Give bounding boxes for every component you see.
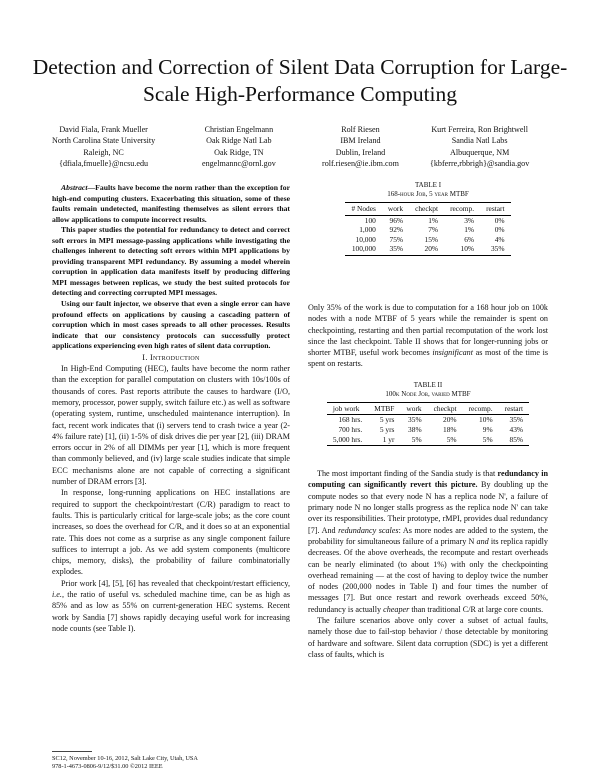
- author-block: [52, 124, 552, 174]
- table2-header-row: job work MTBF work checkpt recomp. restart: [327, 402, 529, 415]
- right-paragraph-3: The failure scenarios above only cover a subset of actual faults, namely those due to fail-stop behavior / those detectable by monitoring of hardware and software. Silent data corruption (SDC) is yet a different class of faults, which is: [308, 615, 548, 659]
- intro-paragraph-3: Prior work [4], [5], [6] has revealed that checkpoint/restart efficiency, i.e., the ratio of useful vs. scheduled machine time, can be as high as 85% and as low as 55% on current-generation HEC systems. Recent work by Sandia [7] shows rapidly decaying useful work for increasing node counts (see Table I).: [52, 578, 290, 633]
- abstract-label: Abstract: [61, 183, 88, 192]
- table-row: 168 hrs. 5 yrs 35% 20% 10% 35%: [338, 415, 524, 425]
- table1: [345, 202, 510, 256]
- table2-caption-number: TABLE II: [413, 380, 443, 389]
- table2: [327, 402, 529, 446]
- table-row: 5,000 hrs. 1 yr 5% 5% 5% 85%: [327, 435, 529, 446]
- table1-header-row: # Nodes work checkpt recomp. restart: [345, 203, 510, 216]
- author-4: Kurt Ferreira, Ron Brightwell Sandia Natl Labs Albuquerque, NM {kbferre,rbbrigh}@sandia.gov: [430, 125, 530, 169]
- right-paragraph-1: Only 35% of the work is due to computation for a 168 hour job on 100k nodes with a node MTBF of 5 years while the remainder is spent on checkpointing, restarting and then partial recomputation of the work lost since the last checkpoint. Table II shows that for longer-running jobs or shorter MTBF, useful work becomes insignificant as most of the time is spent on restarts.: [308, 302, 548, 369]
- author-2: Christian Engelmann Oak Ridge Natl Lab Oak Ridge, TN engelmannc@ornl.gov: [202, 125, 276, 169]
- table-row: 700 hrs. 5 yrs 38% 18% 9% 43%: [338, 424, 524, 434]
- table1-caption: 168-hour Job, 5 year MTBF: [387, 190, 469, 198]
- abstract: Abstract—Faults have become the norm rather than the exception for high-end computing clusters. Exacerbating this situation, some of these faults remain undetected, manifesting themselves as silent errors that allow applications to compute incorrect results. This paper studies the potential for redundancy to detect and correct soft errors in MPI message-passing applications while investigating the challenges inherent to detecting soft errors within MPI applications by providing transparent MPI redundancy. By assuming a model wherein corruption in application data manifests itself by producing differing MPI messages between replicas, we study the best suited protocols for detecting and correcting corrupted MPI messages. Using our fault injector, we observe that even a single error can have profound effects on applications by causing a cascading pattern of corruption which in most cases spreads to all other processes. Results indicate that our consistency protocols can successfully protect applications experiencing even high rates of silent data corruption.: [52, 183, 290, 351]
- right-column: [308, 181, 548, 660]
- table2-caption: 100k Node Job, varied MTBF: [385, 389, 471, 398]
- footer: SC12, November 10-16, 2012, Salt Lake City, Utah, USA 978-1-4673-0806-9/12/$31.00 ©2012 IEEE: [52, 755, 198, 771]
- right-paragraph-2: The most important finding of the Sandia study is that redundancy in computing can significantly revert this picture. By doubling up the compute nodes so that every node N has a replica node N', a failure of primary node N no longer stalls progress as the replica node N' can take over its responsibilities. Their prototype, rMPI, provides dual redundancy [7]. And redundancy scales: As more nodes are added to the system, the probability for simultaneous failure of a primary N and its replica rapidly decreases. Of the above overheads, the recompute and restart overheads can be nearly eliminated (to about 1%) with only the checkpointing overhead remaining — at the cost of having to deploy twice the number of nodes (200,000 nodes in Table I) and four times the number of messages [7]. But once restart and rework overheads exceed 50%, redundancy is actually cheaper than traditional C/R at large core counts.: [308, 469, 548, 614]
- table-row: 100 96% 1% 3% 0%: [364, 215, 505, 225]
- section-heading: I. Introduction: [142, 352, 200, 362]
- footer-rule: [52, 751, 92, 752]
- table1-caption-number: TABLE I: [414, 181, 442, 189]
- table-row: 100,000 35% 20% 10% 35%: [345, 244, 510, 255]
- author-1: David Fiala, Frank Mueller North Carolina State University Raleigh, NC {dfiala,fmuelle}@ncsu.edu: [52, 125, 156, 169]
- intro-paragraph-2: In response, long-running applications on HEC installations are required to support the checkpoint/restart (C/R) paradigm to react to faults. This is particularly critical for large-scale jobs; as the core count increases, so does the overhead for C/R, and it does so at an exponential rate. This does not come as a surprise as any single component failure suffices to interrupt a job. As we add system components (multicore chips, memory, disks), the probability of failure combinatorially explodes.: [52, 488, 290, 577]
- intro-paragraph-1: In High-End Computing (HEC), faults have become the norm rather than the exception for parallel computation on clusters with 10s/100s of thousands of cores. Past reports attribute the causes to hardware (I/O, memory, processor, power supply, switch failure etc.) as well as software (operating system, runtime, unscheduled maintenance interruption). In fact, recent work indicates that (i) servers tend to crash twice a year (2-4% failure rate) [1], (ii) 1-5% of disk drives die per year [2], (iii) DRAM errors occur in 2% of all DIMMs per year [1], which is more frequent than commonly believed, and (iv) large scale studies indicate that simple ECC mechanisms alone are not capable of correcting a significant number of DRAM errors [3].: [52, 364, 290, 487]
- paper-title: Detection and Correction of Silent Data Corruption for Large-Scale High-Performance Computing: [32, 55, 568, 106]
- author-3: Rolf Riesen IBM Ireland Dublin, Ireland rolf.riesen@ie.ibm.com: [322, 125, 399, 169]
- table-row: 1,000 92% 7% 1% 0%: [359, 225, 505, 235]
- table-row: 10,000 75% 15% 6% 4%: [355, 234, 505, 244]
- left-column: [52, 183, 290, 634]
